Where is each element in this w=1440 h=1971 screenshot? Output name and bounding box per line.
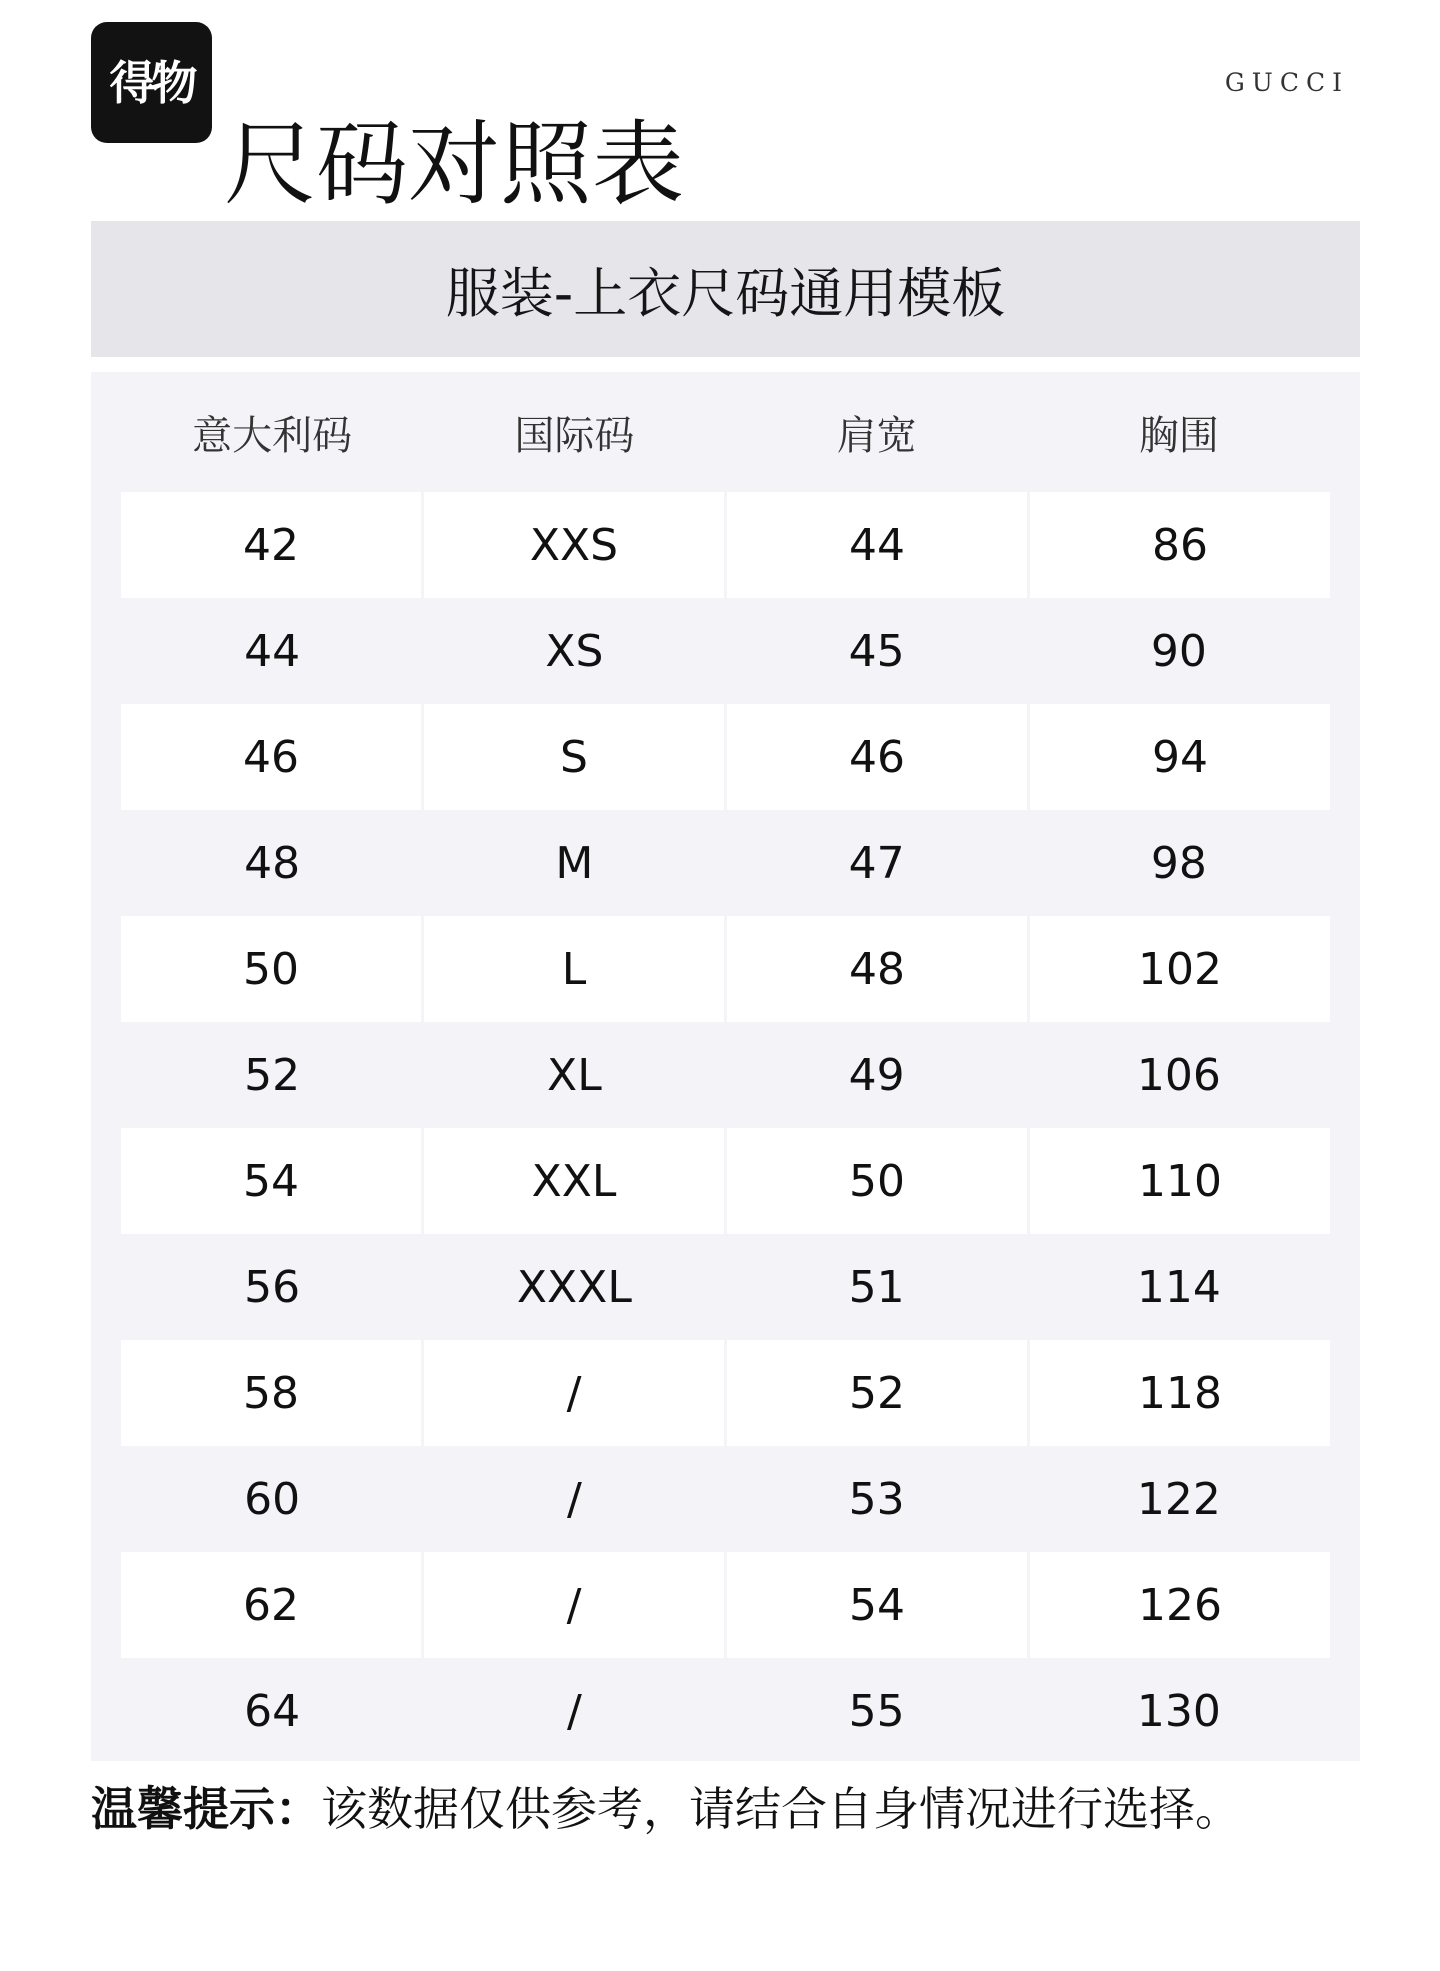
cell-chest: 86 [1027,492,1330,598]
table-row [121,492,1330,598]
cell-international-size: M [555,837,594,889]
column-header-shoulder-width: 肩宽 [836,412,917,459]
cell-international-size: / [421,1552,724,1658]
cell-shoulder-width: 44 [724,492,1027,598]
column-header-international-size: 国际码 [514,412,635,459]
cell-chest: 126 [1027,1552,1330,1658]
cell-chest: 110 [1027,1128,1330,1234]
cell-shoulder-width: 46 [724,704,1027,810]
cell-international-size: S [421,704,724,810]
cell-international-size: L [421,916,724,1022]
table-row [121,1658,1330,1764]
cell-shoulder-width: 48 [724,916,1027,1022]
cell-chest: 114 [1136,1261,1221,1313]
table-row [121,1340,1330,1446]
cell-international-size: XXL [421,1128,724,1234]
cell-italian-size: 50 [121,916,421,1022]
cell-shoulder-width: 50 [724,1128,1027,1234]
cell-chest: 94 [1027,704,1330,810]
column-header-italian-size: 意大利码 [192,412,353,459]
cell-italian-size: 42 [121,492,421,598]
table-row [121,1128,1330,1234]
cell-chest: 122 [1136,1473,1221,1525]
brand-name: GUCCI [1224,68,1349,97]
page-title: 尺码对照表 [224,110,685,218]
cell-italian-size: 54 [121,1128,421,1234]
cell-international-size: / [421,1340,724,1446]
cell-italian-size: 44 [244,625,301,677]
cell-shoulder-width: 49 [848,1049,905,1101]
table-row [121,916,1330,1022]
column-header-chest: 胸围 [1138,412,1219,459]
cell-international-size: XXXL [516,1261,632,1313]
cell-italian-size: 64 [244,1685,301,1737]
cell-international-size: / [566,1685,582,1737]
cell-international-size: XXS [421,492,724,598]
cell-chest: 106 [1136,1049,1221,1101]
cell-italian-size: 46 [121,704,421,810]
cell-chest: 130 [1136,1685,1221,1737]
cell-shoulder-width: 51 [848,1261,905,1313]
cell-chest: 102 [1027,916,1330,1022]
cell-italian-size: 56 [244,1261,301,1313]
cell-shoulder-width: 53 [848,1473,905,1525]
cell-italian-size: 60 [244,1473,301,1525]
table-row [121,704,1330,810]
cell-international-size: XL [547,1049,602,1101]
tip-text: 该数据仅供参考，请结合自身情况进行选择。 [321,1782,1241,1836]
cell-shoulder-width: 45 [848,625,905,677]
table-row [121,598,1330,704]
cell-italian-size: 48 [244,837,301,889]
cell-italian-size: 52 [244,1049,301,1101]
tip-note [91,1782,1241,1837]
cell-chest: 118 [1027,1340,1330,1446]
table-row [121,1234,1330,1340]
cell-shoulder-width: 52 [724,1340,1027,1446]
tip-label: 温馨提示： [91,1782,321,1836]
table-body [121,492,1330,1764]
cell-international-size: / [566,1473,582,1525]
table-row [121,810,1330,916]
page-header [91,22,1349,218]
dewu-logo: 得物 [91,22,212,143]
table-row [121,1446,1330,1552]
cell-international-size: XS [545,625,604,677]
cell-italian-size: 62 [121,1552,421,1658]
cell-chest: 90 [1150,625,1207,677]
cell-shoulder-width: 54 [724,1552,1027,1658]
size-table [91,372,1360,1761]
cell-shoulder-width: 47 [848,837,905,889]
template-subtitle: 服装-上衣尺码通用模板 [91,221,1360,357]
table-row [121,1022,1330,1128]
cell-italian-size: 58 [121,1340,421,1446]
table-row [121,1552,1330,1658]
cell-shoulder-width: 55 [848,1685,905,1737]
cell-chest: 98 [1150,837,1207,889]
table-header [121,372,1330,492]
